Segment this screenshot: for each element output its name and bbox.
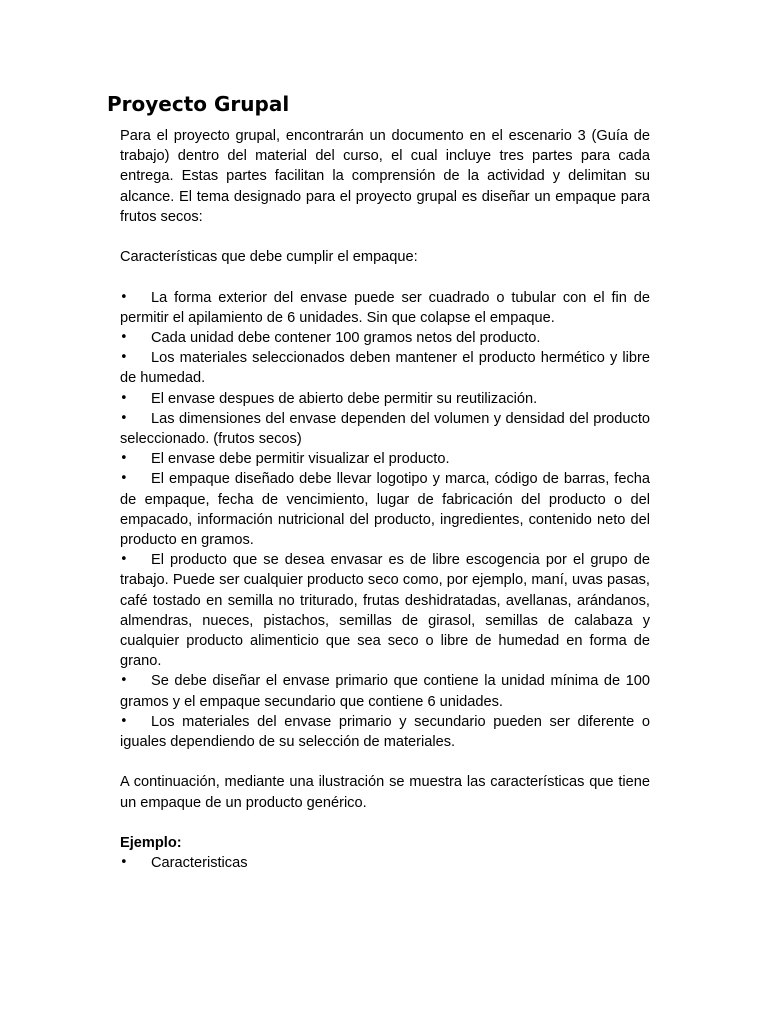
illustration-paragraph: A continuación, mediante una ilustración se muestra las características que tiene un empaque de un producto genérico.	[120, 774, 650, 811]
list-item	[120, 550, 650, 671]
document-body	[120, 126, 650, 873]
list-item-text: Se debe diseñar el envase primario que contiene la unidad mínima de 100 gramos y el empaque secundario que contiene 6 unidades.	[120, 673, 650, 710]
bullet-icon: •	[120, 289, 128, 305]
bullet-icon: •	[120, 855, 128, 871]
spacer	[120, 227, 650, 247]
list-item	[120, 853, 650, 873]
spacer	[120, 752, 650, 772]
document-title: Proyecto Grupal	[107, 92, 290, 116]
list-item-text: Las dimensiones del envase dependen del volumen y densidad del producto seleccionado. (frutos secos)	[120, 410, 650, 448]
spacer	[120, 267, 650, 287]
bullet-icon: •	[120, 350, 128, 366]
example-heading: Ejemplo:	[120, 835, 182, 852]
list-item-text: La forma exterior del envase puede ser cuadrado o tubular con el fin de permitir el apilamiento de 6 unidades. Sin que colapse el empaque.	[120, 289, 650, 326]
bullet-icon: •	[120, 552, 128, 568]
list-item	[120, 348, 650, 388]
bullet-icon: •	[120, 673, 128, 689]
list-item	[120, 449, 650, 469]
list-item	[120, 288, 650, 328]
list-item-text: El envase debe permitir visualizar el producto.	[151, 451, 450, 468]
intro-paragraph: Para el proyecto grupal, encontrarán un documento en el escenario 3 (Guía de trabajo) dentro del material del curso, el cual incluye tres partes para cada entrega. Estas partes facilitan la comprensión de la actividad y delimitan su alcance. El tema designado para el proyecto grupal es diseñar un empaque para frutos secos:	[120, 128, 650, 225]
bullet-icon: •	[120, 330, 128, 345]
spacer	[120, 813, 650, 833]
list-item-text: El empaque diseñado debe llevar logotipo y marca, código de barras, fecha de empaque, fecha de vencimiento, lugar de fabricación del producto o del empacado, información nutricional del producto, ingredientes, contenido neto del producto en gramos.	[120, 471, 650, 549]
characteristics-heading: Características que debe cumplir el empaque:	[120, 249, 418, 266]
list-item	[120, 469, 650, 550]
example-list	[120, 853, 650, 873]
list-item-text: Los materiales seleccionados deben mantener el producto hermético y libre de humedad.	[120, 350, 650, 387]
list-item-text: Cada unidad debe contener 100 gramos netos del producto.	[151, 330, 541, 346]
list-item	[120, 671, 650, 711]
list-item	[120, 712, 650, 752]
list-item	[120, 328, 650, 348]
bullet-icon: •	[120, 390, 128, 406]
list-item	[120, 409, 650, 449]
list-item-text: Caracteristicas	[151, 855, 248, 872]
list-item	[120, 389, 650, 409]
bullet-icon: •	[120, 451, 128, 467]
list-item-text: Los materiales del envase primario y secundario pueden ser diferente o iguales dependiendo de su selección de materiales.	[120, 713, 650, 751]
list-item-text: El envase despues de abierto debe permitir su reutilización.	[151, 390, 538, 407]
bullet-icon: •	[120, 471, 128, 487]
bullet-icon: •	[120, 410, 128, 426]
characteristics-list	[120, 288, 650, 753]
list-item-text: El producto que se desea envasar es de libre escogencia por el grupo de trabajo. Puede ser cualquier producto seco como, por ejemplo, maní, uvas pasas, café tostado en semilla no triturado, frutas deshidratadas, avellanas, arándanos, almendras, nueces, pistachos, semillas de girasol, semillas de calabaza y cualquier producto alimenticio que sea seco o libre de humedad en forma de grano.	[120, 552, 650, 670]
bullet-icon: •	[120, 713, 128, 729]
